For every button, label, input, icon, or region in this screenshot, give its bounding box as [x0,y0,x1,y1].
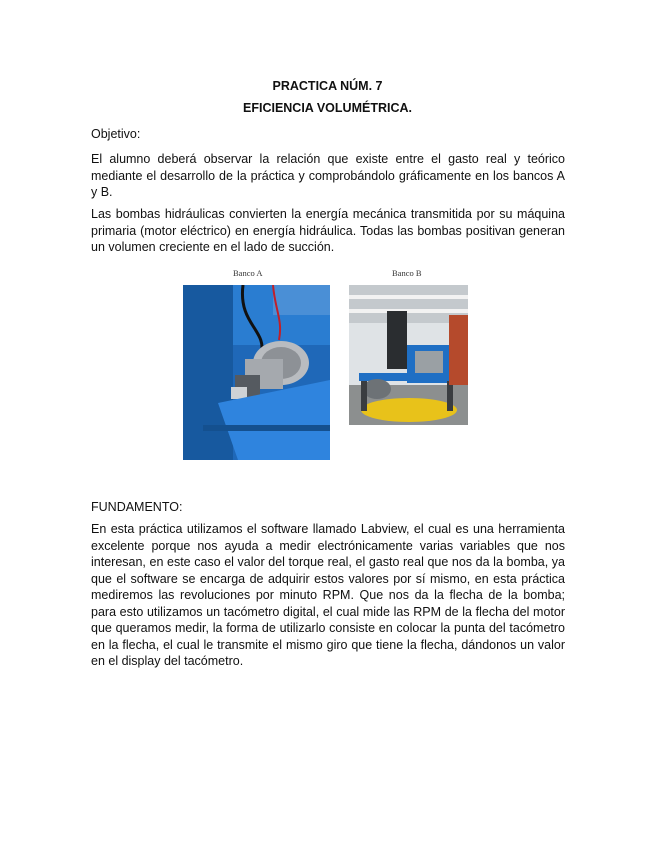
fundamento-label: FUNDAMENTO: [91,500,183,514]
figure-caption-b: Banco B [392,268,422,278]
objective-text: El alumno deberá observar la relación que existe entre el gasto real y teórico mediante el desarrollo de la práctica y comprobándolo gráficamente en los bancos A y B. [91,152,565,199]
page-title: PRACTICA NÚM. 7 [272,79,383,93]
figure-caption-a: Banco A [233,268,263,278]
objective-label: Objetivo: [91,127,141,141]
banco-a-photo [183,285,330,460]
banco-b-photo [349,285,468,425]
fundamento-text: En esta práctica utilizamos el software llamado Labview, el cual es una herramienta excelente porque nos ayuda a medir electrónicamente varias variables que nos interesan, en este caso el valor del torque real, el gasto real que nos da la bomba, ya que el software se encarga de adquirir estos valores por sí mismo, en esta práctica mediremos las revoluciones por minuto RPM. Que nos da la flecha de la bomba; para esto utilizamos un tacómetro digital, el cual mide las RPM de la flecha del motor que queramos medir, la forma de utilizarlo consiste en colocar la punta del tacómetro en la flecha, el cual le transmite el mismo giro que tiene la flecha, dándonos un valor en el display del tacómetro. [91,522,565,668]
intro-text: Las bombas hidráulicas convierten la energía mecánica transmitida por su máquina primaria (motor eléctrico) en energía hidráulica. Todas las bombas positivan generan un volumen creciente en el lado de succión. [91,207,565,254]
page-subtitle: EFICIENCIA VOLUMÉTRICA. [243,101,412,115]
